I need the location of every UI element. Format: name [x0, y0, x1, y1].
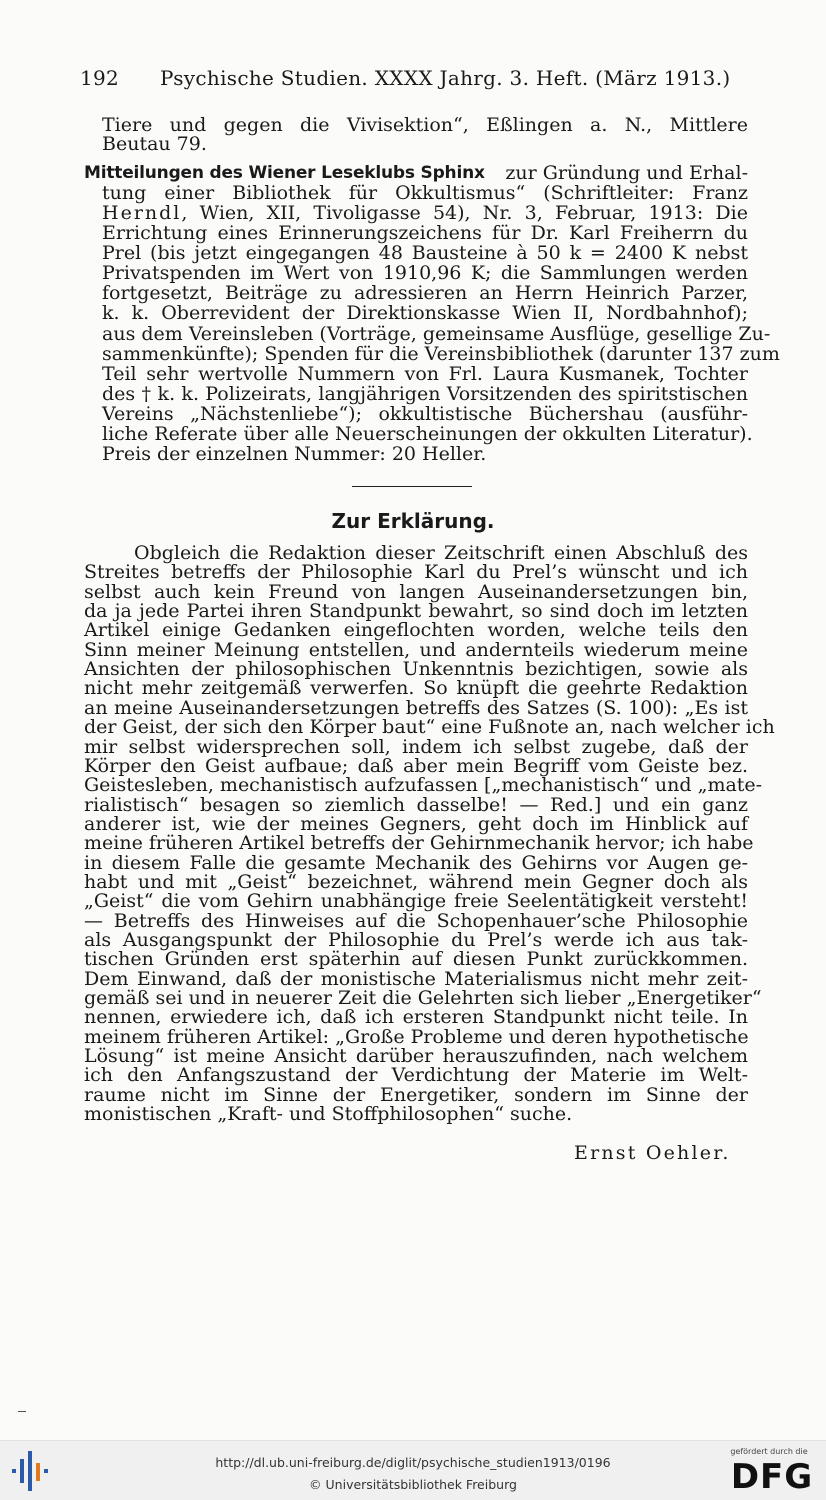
top-entry-line-1: Tiere und gegen die Vivisektion“, Eßlingen a. N., Mittlere	[102, 114, 748, 136]
mitteilungen-line-3	[102, 203, 748, 223]
article-line: meine früheren Artikel betreffs der Gehirnmechanik hervor; ich habe	[84, 832, 754, 855]
copyright-notice: © Universitätsbibliothek Freiburg	[309, 1477, 517, 1492]
article-line: „Geist“ die vom Gehirn unabhängige freie Seelentätigkeit versteht!	[84, 890, 748, 913]
article-line: da ja jede Partei ihren Standpunkt bewahrt, so sind doch im letzten	[84, 600, 748, 623]
article-line: Lösung“ ist meine Ansicht darüber herauszufinden, nach welchem	[84, 1045, 748, 1068]
article-line: ich den Anfangszustand der Verdichtung der Materie im Welt-	[84, 1064, 748, 1087]
article-line: Dem Einwand, daß der monistische Materialismus nicht mehr zeit-	[84, 967, 748, 990]
article-heading: Zur Erklärung.	[331, 509, 495, 533]
article-line: der Geist, der sich den Körper baut“ eine Fußnote an, nach welcher ich	[84, 716, 775, 739]
article-line: mir selbst widersprechen soll, indem ich selbst zugebe, daß der	[84, 735, 748, 758]
running-title: Psychische Studien. XXXX Jahrg. 3. Heft. (März 1913.)	[160, 66, 731, 90]
funder-note: gefördert durch die	[730, 1447, 808, 1456]
mitteilungen-first-rest: zur Gründung und Erhal-	[505, 162, 748, 184]
article-line: meinem früheren Artikel: „Große Probleme und deren hypothetische	[84, 1025, 749, 1048]
mitteilungen-line: sammenkünfte); Spenden für die Vereinsbibliothek (darunter 137 zum	[102, 342, 780, 365]
article-line: als Ausgangspunkt der Philosophie du Prel’s werde ich aus tak-	[84, 929, 748, 951]
mitteilungen-line: Prel (bis jetzt eingegangen 48 Bausteine à 50 k = 2400 K nebst	[102, 242, 748, 265]
article-line: Sinn meiner Meinung entstellen, und andernteils wiederum meine	[84, 638, 748, 661]
article-line: habt und mit „Geist“ bezeichnet, während mein Gegner doch als	[84, 870, 748, 893]
article-line: raume nicht im Sinne der Energetiker, sondern im Sinne der	[84, 1083, 748, 1106]
mitteilungen-line: fortgesetzt, Beiträge zu adressieren an Herrn Heinrich Parzer,	[102, 282, 748, 305]
article-line: Geistesleben, mechanistisch aufzufassen [„mechanistisch“ und „mate-	[84, 774, 763, 797]
article-line: gemäß sei und in neuerer Zeit die Gelehrten sich lieber „Energetiker“	[84, 987, 762, 1010]
mitteilungen-line: Privatspenden im Wert von 1910,96 K; die Sammlungen werden	[102, 262, 748, 285]
article-line: Artikel einige Gedanken eingeflochten worden, welche teils den	[84, 619, 748, 642]
mitteilungen-line: Vereins „Nächstenliebe“); okkultistische Büchershau (ausführ-	[102, 402, 748, 425]
article-line: an meine Auseinandersetzungen betreffs des Satzes (S. 100): „Es ist	[84, 696, 748, 719]
top-entry-line-2: Beutau 79.	[102, 133, 207, 155]
article-line: selbst auch kein Freund von langen Auseinandersetzungen bin,	[84, 580, 748, 603]
mitteilungen-line: aus dem Vereinsleben (Vorträge, gemeinsame Ausflüge, gesellige Zu-	[102, 322, 771, 345]
mitteilungen-line: Teil sehr wertvolle Nummern von Frl. Laura Kusmanek, Tochter	[102, 362, 748, 385]
editor-name: Herndl	[102, 202, 182, 224]
article-line: Obgleich die Redaktion dieser Zeitschrift einen Abschluß des	[134, 542, 748, 564]
permalink[interactable]: http://dl.ub.uni-freiburg.de/diglit/psychische_studien1913/0196	[215, 1455, 611, 1470]
article-line: rialistisch“ besagen so ziemlich dasselbe! — Red.] und ein ganz	[84, 793, 748, 816]
article-line: Ansichten der philosophischen Unkenntnis bezichtigen, sowie als	[84, 658, 748, 681]
article-line: nicht mehr zeitgemäß verwerfen. So knüpft die geehrte Redaktion	[84, 677, 748, 700]
article-line: monistischen „Kraft- und Stoffphilosophen“ suche.	[84, 1103, 573, 1126]
article-line: Körper den Geist aufbaue; daß aber mein Begriff vom Geiste bez.	[84, 754, 748, 777]
mitteilungen-title: Mitteilungen des Wiener Leseklubs Sphinx	[84, 163, 485, 183]
section-divider	[352, 486, 472, 487]
article-line: Streites betreffs der Philosophie Karl du Prel’s wünscht und ich	[84, 561, 748, 584]
dfg-logo-icon: DFG	[730, 1457, 814, 1497]
article-line: anderer ist, wie der meines Gegners, geht doch im Hinblick auf	[84, 812, 748, 835]
mitteilungen-line-1	[84, 163, 748, 183]
mitteilungen-line-3-rest: , Wien, XII, Tivoligasse 54), Nr. 3, Februar, 1913: Die	[181, 202, 748, 224]
article-line: in diesem Falle die gesamte Mechanik des Gehirns vor Augen ge-	[84, 851, 748, 874]
article-author: Ernst Oehler.	[574, 1142, 731, 1164]
mitteilungen-line: liche Referate über alle Neuerscheinungen der okkulten Literatur).	[102, 423, 753, 445]
mitteilungen-line: k. k. Oberrevident der Direktionskasse Wien II, Nordbahnhof);	[102, 302, 748, 325]
mitteilungen-line: Preis der einzelnen Nummer: 20 Heller.	[102, 443, 487, 466]
mitteilungen-line-2: tung einer Bibliothek für Okkultismus“ (Schriftleiter: Franz	[102, 182, 748, 204]
article-line: nennen, erwiedere ich, daß ich ersteren Standpunkt nicht teile. In	[84, 1006, 748, 1029]
mitteilungen-line: Errichtung eines Erinnerungszeichens für Dr. Karl Freiherrn du	[102, 222, 748, 244]
article-line: tischen Gründen erst späterhin auf diesen Punkt zurückkommen.	[84, 948, 748, 971]
margin-mark	[18, 1411, 26, 1412]
article-line: — Betreffs des Hinweises auf die Schopenhauer’sche Philosophie	[84, 909, 748, 932]
library-logo-icon	[10, 1447, 54, 1495]
footer-bar	[0, 1440, 826, 1500]
page-number: 192	[80, 66, 120, 90]
mitteilungen-line: des † k. k. Polizeirats, langjährigen Vorsitzenden des spiritstischen	[102, 382, 748, 405]
